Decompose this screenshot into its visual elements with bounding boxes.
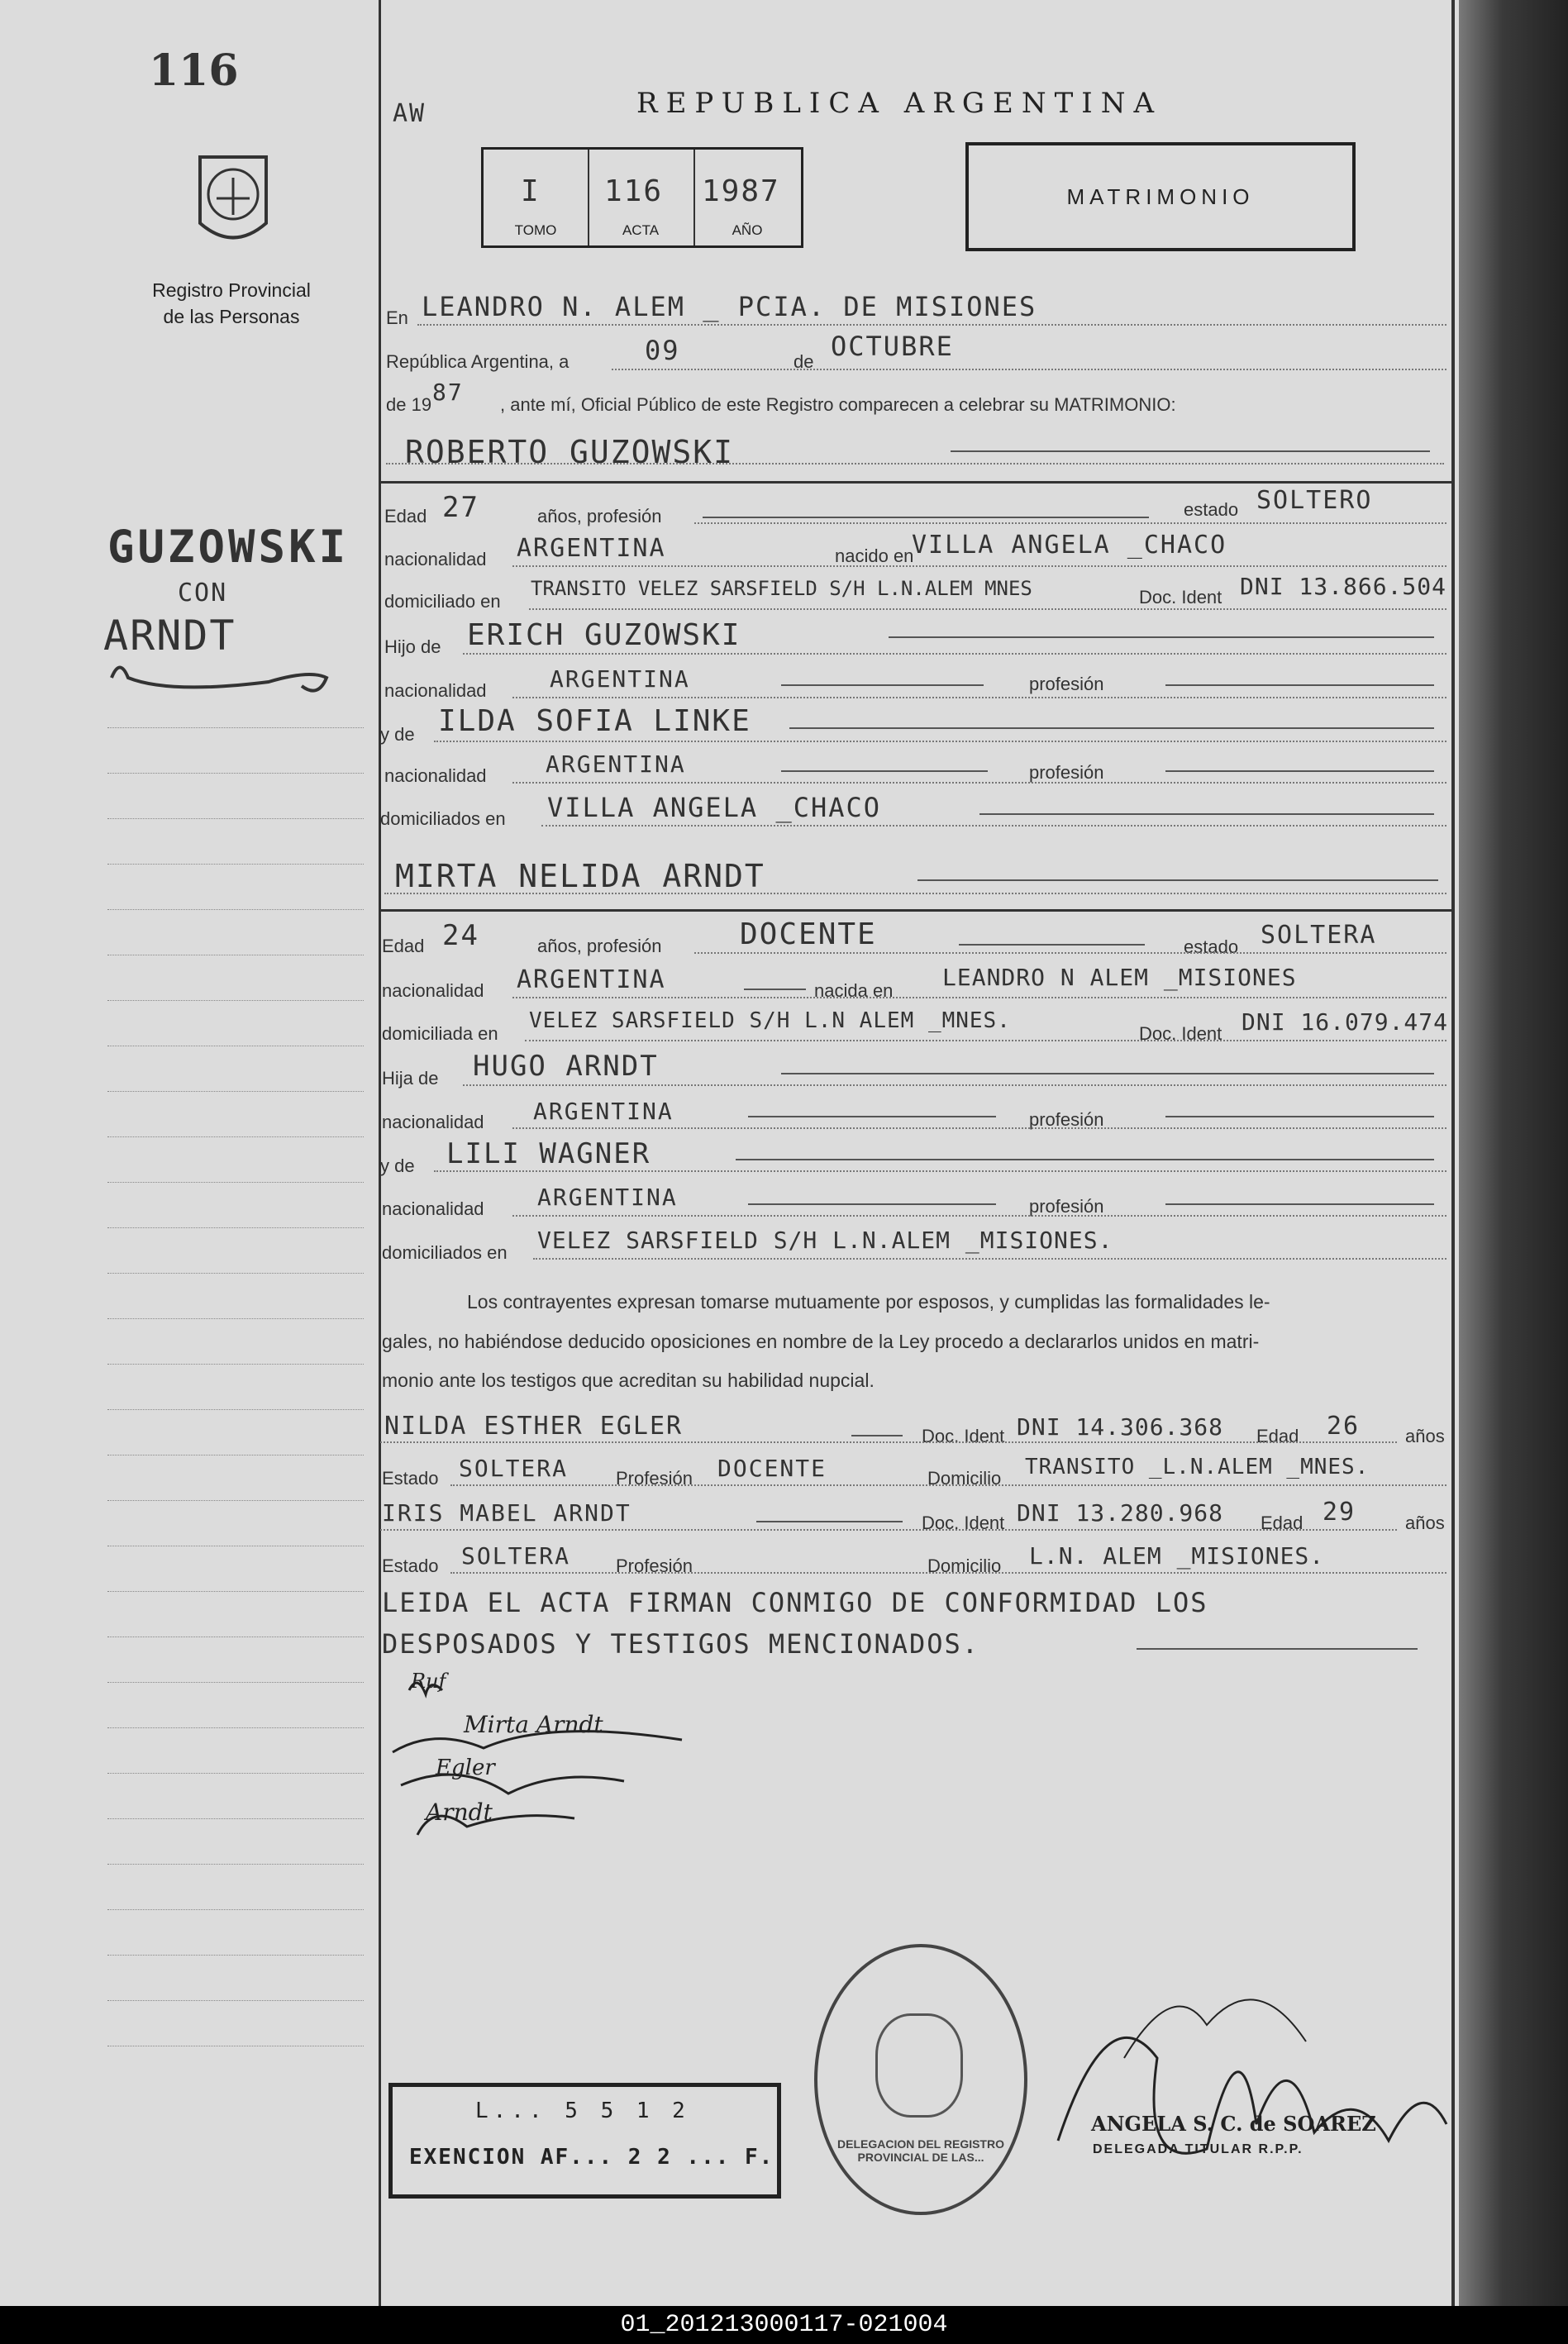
bride-dom-label: domiciliada en	[382, 1023, 498, 1044]
witness2-doc-label: Doc. Ident	[922, 1513, 1005, 1533]
closing-line1: LEIDA EL ACTA FIRMAN CONMIGO DE CONFORMIDAD LOS	[382, 1587, 1208, 1618]
groom-yde-label: y de	[380, 724, 415, 745]
bride-nac-label: nacionalidad	[382, 980, 484, 1001]
acta-cell	[588, 150, 695, 245]
bride-edad: 24	[442, 919, 479, 952]
bride-madre: LILI WAGNER	[446, 1137, 651, 1170]
registry-line1: Registro Provincial	[152, 279, 311, 301]
witness2-estado: SOLTERA	[461, 1542, 571, 1570]
intro-place: LEANDRO N. ALEM _ PCIA. DE MISIONES	[422, 291, 1037, 322]
groom-edad-label: Edad	[384, 506, 427, 526]
signatures	[384, 1670, 715, 1851]
bride-padres-dom: VELEZ SARSFIELD S/H L.N.ALEM _MISIONES.	[537, 1227, 1113, 1254]
registry-seal	[183, 141, 283, 256]
bride-domicilio: VELEZ SARSFIELD S/H L.N ALEM _MNES.	[529, 1008, 1011, 1033]
bride-padre-prof-label: profesión	[1029, 1109, 1104, 1130]
footer-bar	[0, 2306, 1568, 2344]
groom-doc-label: Doc. Ident	[1139, 587, 1222, 607]
bride-profesion: DOCENTE	[740, 917, 877, 951]
bride-doc-label: Doc. Ident	[1139, 1023, 1222, 1044]
groom-padre-nac-label: nacionalidad	[384, 680, 487, 701]
witness1-edad: 26	[1327, 1412, 1361, 1441]
official-seal	[814, 1944, 1027, 2215]
intro-day: 09	[645, 335, 680, 366]
groom-domicilio: TRANSITO VELEZ SARSFIELD S/H L.N.ALEM MNES	[531, 577, 1032, 600]
witness1-prof-label: Profesión	[616, 1468, 693, 1489]
witness1-anos: años	[1405, 1426, 1445, 1446]
intro-statement: , ante mí, Oficial Público de este Registro comparecen a celebrar su MATRIMONIO:	[500, 394, 1176, 415]
witness1-edad-label: Edad	[1256, 1426, 1299, 1446]
ano-cell	[693, 150, 801, 245]
groom-madre: ILDA SOFIA LINKE	[438, 704, 751, 738]
bride-madre-nac-label: nacionalidad	[382, 1198, 484, 1219]
ano-value: 1987	[702, 174, 780, 208]
bride-name: MIRTA NELIDA ARNDT	[395, 858, 765, 894]
margin-name-3: ARNDT	[103, 612, 236, 660]
witness2-anos: años	[1405, 1513, 1445, 1533]
groom-padre-nac: ARGENTINA	[550, 665, 690, 693]
bride-doc: DNI 16.079.474	[1242, 1008, 1449, 1036]
signature-4: Arndt	[426, 1798, 493, 1826]
intro-month: OCTUBRE	[831, 331, 954, 362]
groom-padre: ERICH GUZOWSKI	[467, 618, 741, 652]
registry-label	[124, 277, 339, 330]
declaration-line3: monio ante los testigos que acreditan su habilidad nupcial.	[382, 1370, 875, 1391]
witness1-estado: SOLTERA	[459, 1455, 569, 1482]
groom-nac-label: nacionalidad	[384, 549, 487, 569]
seal-emblem	[875, 2013, 963, 2118]
official-title: DELEGADA TITULAR R.P.P.	[1093, 2142, 1303, 2156]
bride-padre-nac: ARGENTINA	[533, 1098, 674, 1125]
bride-section-divider	[380, 909, 1451, 912]
witness1-doc: DNI 14.306.368	[1017, 1413, 1224, 1441]
witness2-name: IRIS MABEL ARNDT	[382, 1499, 631, 1527]
groom-estado: SOLTERO	[1256, 486, 1373, 515]
exemption-line1: L... 5 5 1 2	[475, 2099, 690, 2123]
bride-anos-prof-label: años, profesión	[537, 936, 662, 956]
groom-estado-label: estado	[1184, 499, 1239, 520]
bride-madre-nac: ARGENTINA	[537, 1184, 678, 1211]
witness2-estado-label: Estado	[382, 1556, 439, 1576]
witness2-edad: 29	[1323, 1498, 1356, 1527]
bride-padre: HUGO ARNDT	[473, 1050, 659, 1083]
signature-2: Mirta Arndt	[464, 1711, 603, 1738]
intro-year-suffix: 87	[432, 379, 464, 406]
bride-nacida-label: nacida en	[814, 980, 894, 1001]
book-edge	[1459, 0, 1568, 2306]
groom-padres-dom: VILLA ANGELA _CHACO	[547, 792, 882, 823]
declaration-line1: Los contrayentes expresan tomarse mutuamente por esposos, y cumplidas las formalidades le-	[467, 1291, 1270, 1313]
bride-yde-label: y de	[380, 1155, 415, 1176]
acta-value: 116	[604, 174, 664, 208]
bride-padre-nac-label: nacionalidad	[382, 1112, 484, 1132]
record-type-box: MATRIMONIO	[965, 142, 1356, 251]
groom-anos-prof-label: años, profesión	[537, 506, 662, 526]
witness2-doc: DNI 13.280.968	[1017, 1499, 1224, 1527]
groom-dom-label: domiciliado en	[384, 591, 501, 612]
groom-edad: 27	[442, 491, 479, 524]
signature-1: Ruf	[411, 1670, 446, 1693]
bride-nacida-en: LEANDRO N ALEM _MISIONES	[942, 964, 1297, 991]
official-name: ANGELA S. C. de SOAREZ	[1091, 2112, 1376, 2136]
tomo-value: I	[521, 174, 541, 208]
bride-madre-prof-label: profesión	[1029, 1196, 1104, 1217]
exemption-line2: EXENCION AF... 2 2 ... F.	[409, 2145, 774, 2170]
groom-madre-nac-label: nacionalidad	[384, 765, 487, 786]
country-title: REPUBLICA ARGENTINA	[636, 87, 1163, 120]
page-number: 116	[149, 45, 239, 96]
en-label: En	[386, 307, 408, 328]
de-label: de	[794, 351, 814, 372]
witness2-dom-label: Domicilio	[927, 1556, 1002, 1576]
footer-id: 01_201213000117-021004	[620, 2311, 948, 2339]
margin-name-1: GUZOWSKI	[107, 521, 350, 573]
groom-madre-nac: ARGENTINA	[546, 750, 686, 778]
witness1-domicilio: TRANSITO _L.N.ALEM _MNES.	[1025, 1455, 1370, 1479]
bride-doms-label: domiciliados en	[382, 1242, 508, 1263]
groom-nacido-en: VILLA ANGELA _CHACO	[912, 531, 1227, 560]
tomo-cell	[484, 150, 589, 245]
margin-name-2: CON	[178, 579, 228, 607]
tomo-label: TOMO	[514, 222, 557, 238]
margin-flourish	[103, 653, 335, 703]
republica-label: República Argentina, a	[386, 351, 570, 372]
bride-edad-label: Edad	[382, 936, 425, 956]
groom-section-divider	[380, 481, 1451, 484]
groom-nacionalidad: ARGENTINA	[517, 534, 666, 563]
witness1-doc-label: Doc. Ident	[922, 1426, 1005, 1446]
margin-divider	[379, 0, 381, 2306]
signature-3: Egler	[436, 1756, 495, 1780]
closing-line2: DESPOSADOS Y TESTIGOS MENCIONADOS.	[382, 1628, 980, 1660]
declaration-line2: gales, no habiéndose deducido oposiciones en nombre de la Ley procedo a declararlos unidos en matri-	[382, 1331, 1260, 1352]
groom-doms-label: domiciliados en	[380, 808, 506, 829]
witness2-edad-label: Edad	[1261, 1513, 1303, 1533]
bride-estado: SOLTERA	[1261, 921, 1377, 950]
groom-hijo-label: Hijo de	[384, 636, 441, 657]
witness2-domicilio: L.N. ALEM _MISIONES.	[1029, 1542, 1325, 1570]
exemption-box	[388, 2083, 781, 2199]
groom-nacido-label: nacido en	[835, 546, 914, 566]
witness1-name: NILDA ESTHER EGLER	[384, 1412, 684, 1441]
groom-name: ROBERTO GUZOWSKI	[405, 434, 735, 470]
groom-doc: DNI 13.866.504	[1240, 573, 1447, 600]
official-signature-scribble	[1041, 1959, 1455, 2223]
seal-text: DELEGACION DEL REGISTRO PROVINCIAL DE LAS...	[837, 2137, 1004, 2164]
corner-note: AW	[393, 99, 427, 128]
witness1-profesion: DOCENTE	[717, 1455, 827, 1482]
groom-madre-prof-label: profesión	[1029, 762, 1104, 783]
acta-label: ACTA	[622, 222, 660, 238]
record-box	[481, 147, 803, 248]
witness1-estado-label: Estado	[382, 1468, 439, 1489]
bride-hija-label: Hija de	[382, 1068, 439, 1089]
year-label: de 19	[386, 394, 432, 415]
bride-nacionalidad: ARGENTINA	[517, 965, 666, 994]
witness1-dom-label: Domicilio	[927, 1468, 1002, 1489]
ano-label: AÑO	[732, 222, 763, 238]
groom-padre-prof-label: profesión	[1029, 674, 1104, 694]
registry-line2: de las Personas	[163, 306, 300, 327]
bride-estado-label: estado	[1184, 936, 1239, 957]
witness2-prof-label: Profesión	[616, 1556, 693, 1576]
